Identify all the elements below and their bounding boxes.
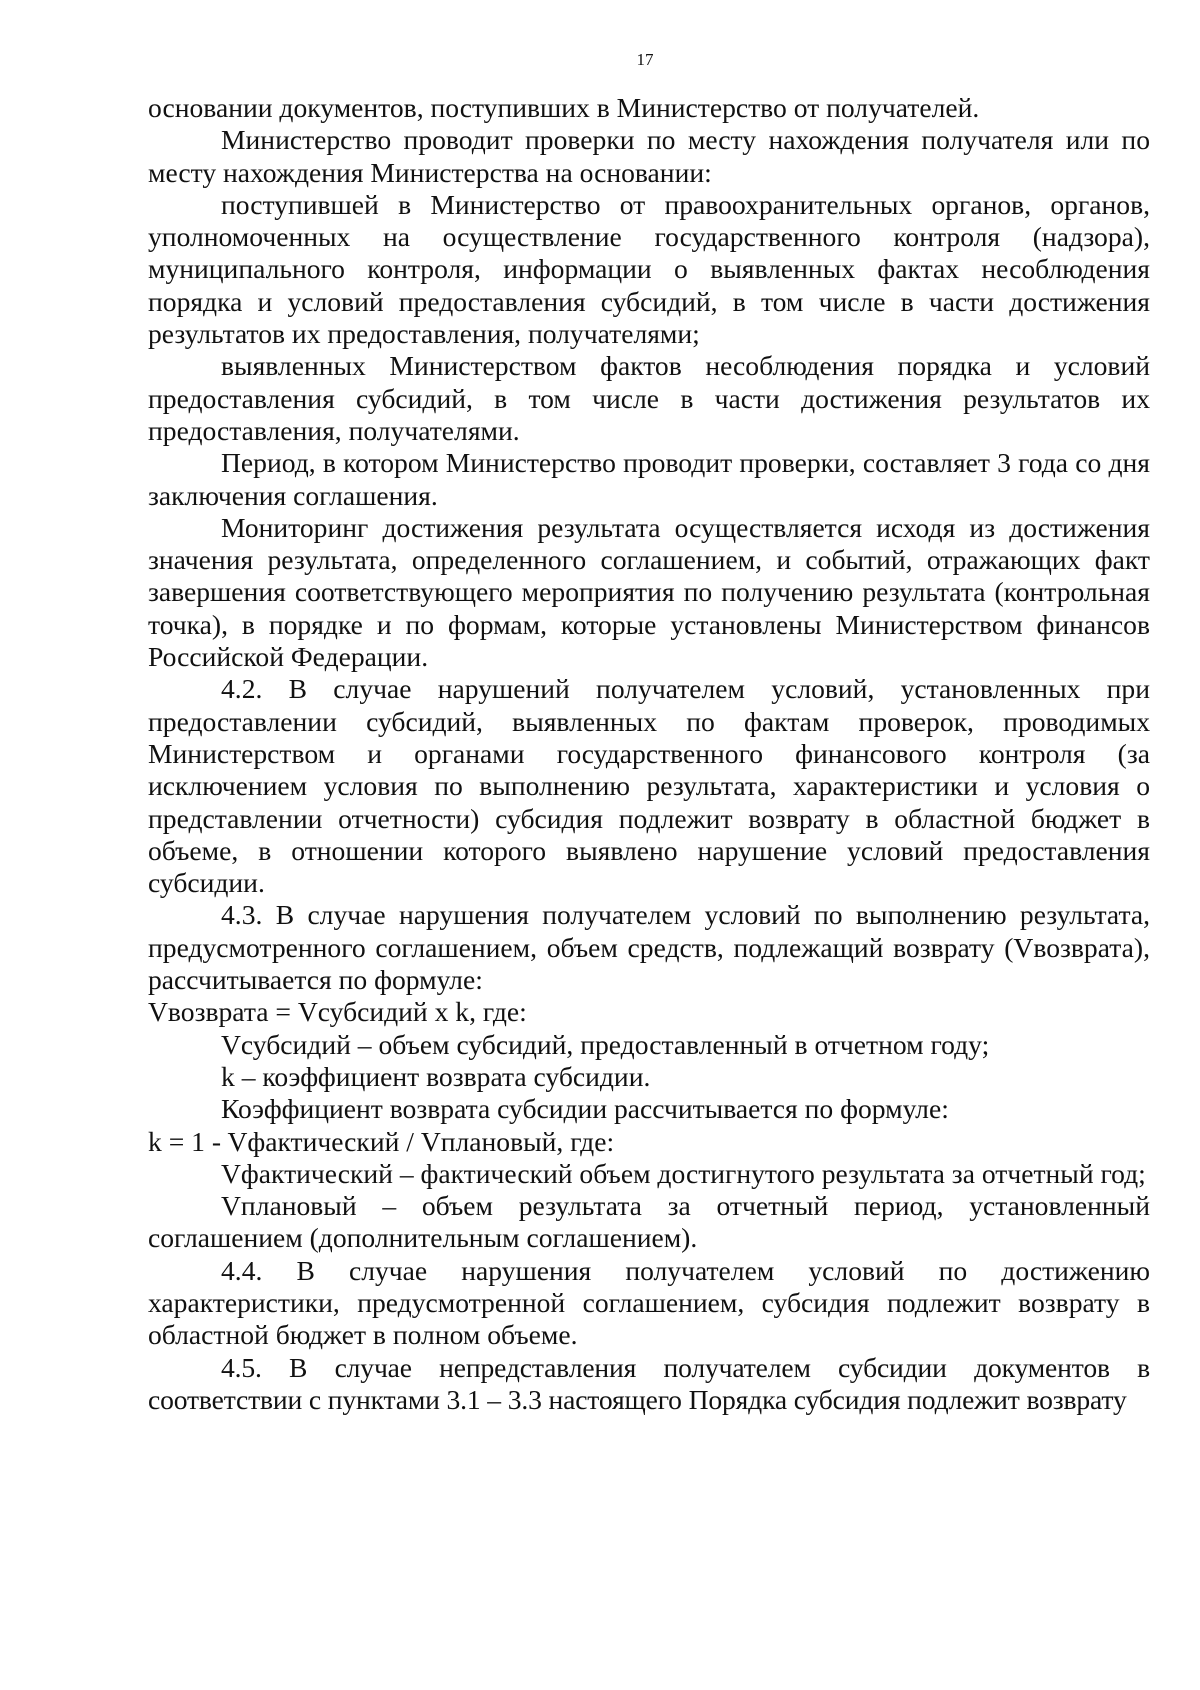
page-number: 17	[636, 50, 654, 69]
paragraph-monitoring: Мониторинг достижения результата осуществляется исходя из достижения значения результата, определенного соглашением, и событий, отражающих факт завершения соответствующего мероприятия по получению результата (контрольная точка), в порядке и по формам, которые установлены Министерством финансов Российской Федерации.	[148, 511, 1150, 673]
definition-v-planned: Vплановый – объем результата за отчетный период, установленный соглашением (дополнительным соглашением).	[148, 1190, 1150, 1254]
paragraph-inspection-period: Период, в котором Министерство проводит проверки, составляет 3 года со дня заключения соглашения.	[148, 447, 1150, 511]
formula-coefficient: k = 1 - Vфактический / Vплановый, где:	[148, 1125, 615, 1157]
definition-k: k – коэффициент возврата субсидии.	[221, 1060, 651, 1092]
paragraph-4-4: 4.4. В случае нарушения получателем условий по достижению характеристики, предусмотренной соглашением, субсидия подлежит возврату в областной бюджет в полном объеме.	[148, 1254, 1150, 1351]
definition-v-subsidies: Vсубсидий – объем субсидий, предоставленный в отчетном году;	[221, 1028, 990, 1060]
paragraph-4-3: 4.3. В случае нарушения получателем условий по выполнению результата, предусмотренного соглашением, объем средств, подлежащий возврату (Vвозврата), рассчитывается по формуле:	[148, 899, 1150, 996]
paragraph-4-2: 4.2. В случае нарушений получателем условий, установленных при предоставлении субсидий, выявленных по фактам проверок, проводимых Министерством и органами государственного финансового контроля (за исключением условия по выполнению результата, характеристики и условия о представлении отчетности) субсидия подлежит возврату в областной бюджет в объеме, в отношении которого выявлено нарушение условий предоставления субсидии.	[148, 673, 1150, 899]
paragraph-continuation: основании документов, поступивших в Министерство от получателей.	[148, 92, 980, 123]
definition-v-actual: Vфактический – фактический объем достигнутого результата за отчетный год;	[221, 1157, 1146, 1189]
document-body	[148, 92, 1150, 1416]
paragraph-law-enforcement-info: поступившей в Министерство от правоохранительных органов, органов, уполномоченных на осуществление государственного контроля (надзора), муниципального контроля, информации о выявленных фактах несоблюдения порядка и условий предоставления субсидий, в том числе в части достижения результатов их предоставления, получателями;	[148, 188, 1150, 350]
paragraph-ministry-findings: выявленных Министерством фактов несоблюдения порядка и условий предоставления субсидий, в том числе в части достижения результатов их предоставления, получателями.	[148, 350, 1150, 446]
paragraph-coefficient-formula-intro: Коэффициент возврата субсидии рассчитывается по формуле:	[221, 1093, 949, 1125]
paragraph-4-5: 4.5. В случае непредставления получателем субсидии документов в соответствии с пунктами 3.1 – 3.3 настоящего Порядка субсидия подлежит возврату	[148, 1351, 1150, 1415]
paragraph-inspection-places: Министерство проводит проверки по месту нахождения получателя или по месту нахождения Министерства на основании:	[148, 124, 1150, 188]
formula-return-volume: Vвозврата = Vсубсидий x k, где:	[148, 996, 527, 1028]
